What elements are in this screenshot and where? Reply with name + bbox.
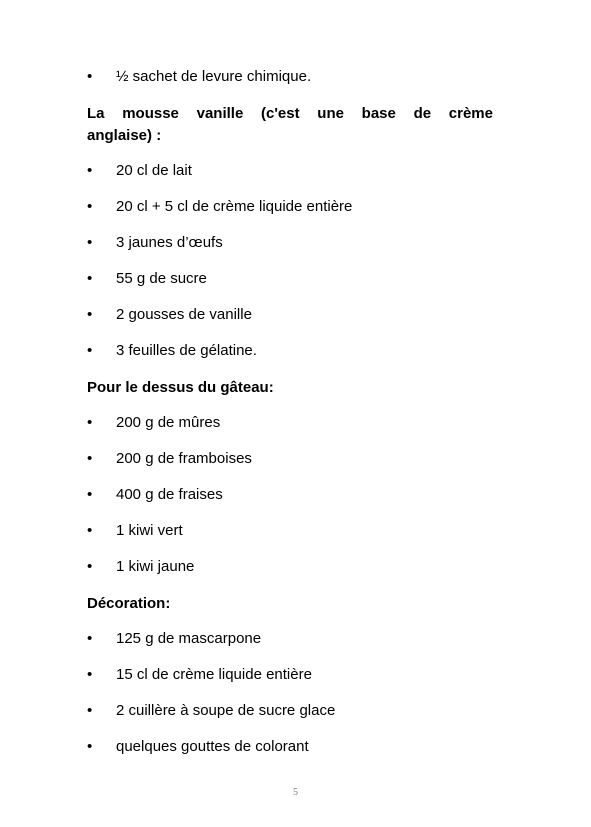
list-item — [87, 665, 493, 685]
list-item-text: 200 g de mûres — [116, 414, 221, 431]
bullet-icon: • — [87, 666, 93, 683]
bullet-icon: • — [87, 198, 93, 215]
list-item — [87, 449, 493, 469]
list-item-text: 15 cl de crème liquide entière — [116, 666, 312, 683]
list-item-text: 200 g de framboises — [116, 450, 252, 467]
list-item — [87, 557, 493, 577]
list-item — [87, 737, 493, 757]
list-item-text: 20 cl + 5 cl de crème liquide entière — [116, 198, 353, 215]
heading-line-1: La mousse vanille (c'est une base de crème — [87, 105, 493, 122]
page-number: 5 — [293, 787, 298, 798]
bullet-icon: • — [87, 342, 93, 359]
list-item — [87, 485, 493, 505]
list-item-text: 1 kiwi jaune — [116, 558, 195, 575]
bullet-icon: • — [87, 414, 93, 431]
bullet-icon: • — [87, 68, 93, 85]
page-content — [87, 67, 493, 773]
list-item-text: 2 cuillère à soupe de sucre glace — [116, 702, 336, 719]
bullet-icon: • — [87, 162, 93, 179]
bullet-icon: • — [87, 306, 93, 323]
bullet-icon: • — [87, 450, 93, 467]
list-item-text: 3 feuilles de gélatine. — [116, 342, 257, 359]
list-item — [87, 521, 493, 541]
list-item — [87, 413, 493, 433]
section-heading-mousse-vanille — [87, 103, 493, 147]
list-item — [87, 161, 493, 181]
list-item-text: 400 g de fraises — [116, 486, 223, 503]
bullet-icon: • — [87, 486, 93, 503]
list-item — [87, 629, 493, 649]
section-heading-decoration: Décoration: — [87, 595, 171, 612]
list-item — [87, 701, 493, 721]
bullet-icon: • — [87, 738, 93, 755]
list-item-text: 1 kiwi vert — [116, 522, 183, 539]
list-item-text: quelques gouttes de colorant — [116, 738, 309, 755]
bullet-icon: • — [87, 234, 93, 251]
list-item — [87, 269, 493, 289]
ingredient-list-mousse — [87, 161, 493, 361]
list-item-text: 55 g de sucre — [116, 270, 207, 287]
list-item — [87, 233, 493, 253]
ingredient-list-dessus — [87, 413, 493, 577]
heading-line-2: anglaise) : — [87, 127, 162, 144]
bullet-icon: • — [87, 558, 93, 575]
list-item-text: 125 g de mascarpone — [116, 630, 262, 647]
bullet-icon: • — [87, 630, 93, 647]
list-item — [87, 67, 493, 87]
list-item-text: 2 gousses de vanille — [116, 306, 252, 323]
list-item — [87, 197, 493, 217]
ingredient-list-base — [87, 67, 493, 87]
bullet-icon: • — [87, 270, 93, 287]
ingredient-list-decoration — [87, 629, 493, 757]
list-item-text: 20 cl de lait — [116, 162, 192, 179]
list-item — [87, 305, 493, 325]
list-item — [87, 341, 493, 361]
bullet-icon: • — [87, 522, 93, 539]
section-heading-dessus-gateau: Pour le dessus du gâteau: — [87, 379, 274, 396]
list-item-text: ½ sachet de levure chimique. — [116, 68, 312, 85]
bullet-icon: • — [87, 702, 93, 719]
list-item-text: 3 jaunes d’œufs — [116, 234, 223, 251]
